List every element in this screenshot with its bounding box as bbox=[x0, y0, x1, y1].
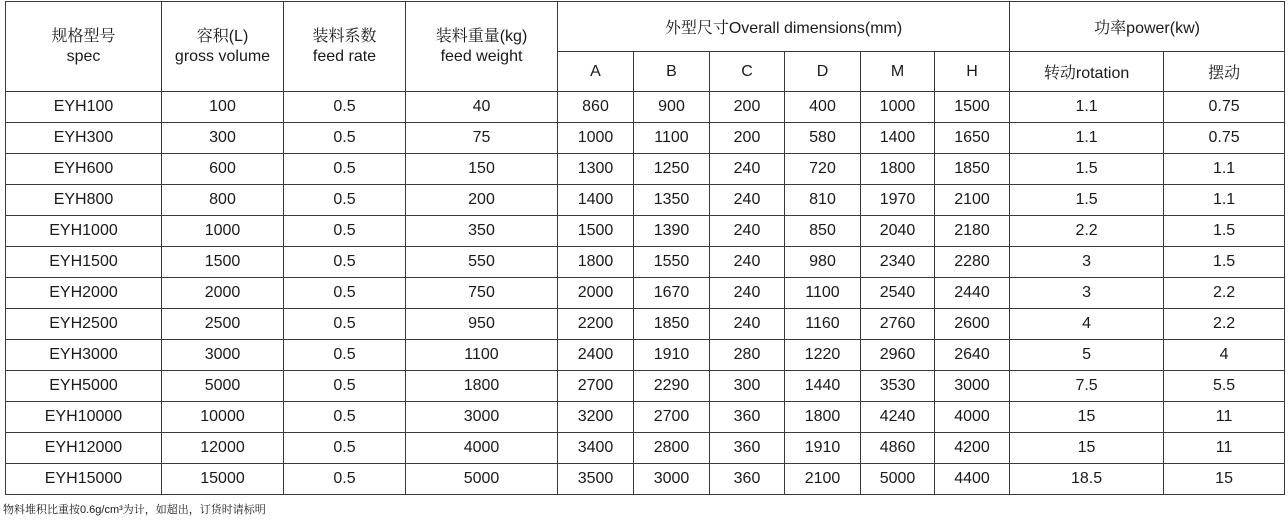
cell-dim-a: 3400 bbox=[558, 433, 634, 464]
cell-dim-b: 1670 bbox=[634, 278, 710, 309]
table-row bbox=[6, 185, 1285, 216]
cell-feed-rate: 0.5 bbox=[284, 185, 406, 216]
cell-power-rotation: 1.5 bbox=[1010, 154, 1164, 185]
cell-volume: 15000 bbox=[162, 464, 284, 495]
spec-table bbox=[5, 1, 1285, 495]
cell-dim-a: 3500 bbox=[558, 464, 634, 495]
cell-dim-m: 4860 bbox=[861, 433, 935, 464]
cell-dim-d: 1910 bbox=[785, 433, 861, 464]
cell-power-swing: 15 bbox=[1164, 464, 1285, 495]
cell-dim-a: 1000 bbox=[558, 123, 634, 154]
cell-dim-d: 2100 bbox=[785, 464, 861, 495]
header-dim-h: H bbox=[935, 52, 1010, 92]
cell-dim-b: 1850 bbox=[634, 309, 710, 340]
cell-power-swing: 1.5 bbox=[1164, 216, 1285, 247]
cell-feed-weight: 950 bbox=[406, 309, 558, 340]
cell-dim-m: 2760 bbox=[861, 309, 935, 340]
cell-dim-h: 1850 bbox=[935, 154, 1010, 185]
table-row bbox=[6, 92, 1285, 123]
cell-dim-d: 980 bbox=[785, 247, 861, 278]
cell-volume: 2500 bbox=[162, 309, 284, 340]
cell-volume: 600 bbox=[162, 154, 284, 185]
cell-dim-c: 280 bbox=[710, 340, 785, 371]
cell-volume: 1000 bbox=[162, 216, 284, 247]
cell-dim-a: 1800 bbox=[558, 247, 634, 278]
cell-power-rotation: 1.5 bbox=[1010, 185, 1164, 216]
cell-volume: 300 bbox=[162, 123, 284, 154]
cell-power-swing: 1.5 bbox=[1164, 247, 1285, 278]
cell-dim-m: 3530 bbox=[861, 371, 935, 402]
cell-feed-weight: 200 bbox=[406, 185, 558, 216]
cell-dim-b: 1390 bbox=[634, 216, 710, 247]
header-feed-rate-cn: 装料系数 bbox=[312, 27, 377, 45]
cell-power-rotation: 15 bbox=[1010, 433, 1164, 464]
cell-feed-weight: 350 bbox=[406, 216, 558, 247]
cell-feed-weight: 4000 bbox=[406, 433, 558, 464]
cell-power-swing: 5.5 bbox=[1164, 371, 1285, 402]
cell-power-swing: 11 bbox=[1164, 402, 1285, 433]
cell-dim-h: 4400 bbox=[935, 464, 1010, 495]
cell-dim-m: 1400 bbox=[861, 123, 935, 154]
cell-dim-d: 580 bbox=[785, 123, 861, 154]
cell-dim-h: 2440 bbox=[935, 278, 1010, 309]
cell-feed-rate: 0.5 bbox=[284, 247, 406, 278]
cell-dim-h: 2640 bbox=[935, 340, 1010, 371]
cell-dim-b: 3000 bbox=[634, 464, 710, 495]
cell-dim-d: 1160 bbox=[785, 309, 861, 340]
cell-feed-weight: 5000 bbox=[406, 464, 558, 495]
header-dim-b: B bbox=[634, 52, 710, 92]
cell-feed-rate: 0.5 bbox=[284, 309, 406, 340]
cell-dim-c: 240 bbox=[710, 154, 785, 185]
cell-power-rotation: 5 bbox=[1010, 340, 1164, 371]
cell-dim-d: 1440 bbox=[785, 371, 861, 402]
cell-feed-weight: 1800 bbox=[406, 371, 558, 402]
cell-dim-c: 240 bbox=[710, 309, 785, 340]
cell-dim-c: 360 bbox=[710, 433, 785, 464]
cell-power-swing: 2.2 bbox=[1164, 278, 1285, 309]
cell-dim-b: 2700 bbox=[634, 402, 710, 433]
cell-feed-weight: 750 bbox=[406, 278, 558, 309]
header-spec-en: spec bbox=[66, 47, 101, 65]
header-feed-weight-en: feed weight bbox=[440, 47, 523, 65]
cell-dim-m: 5000 bbox=[861, 464, 935, 495]
header-power-swing: 摆动 bbox=[1164, 52, 1285, 92]
cell-dim-b: 1350 bbox=[634, 185, 710, 216]
cell-dim-a: 2700 bbox=[558, 371, 634, 402]
cell-feed-rate: 0.5 bbox=[284, 216, 406, 247]
cell-dim-h: 1650 bbox=[935, 123, 1010, 154]
cell-feed-weight: 40 bbox=[406, 92, 558, 123]
header-volume-en: gross volume bbox=[174, 47, 271, 65]
header-volume-cn: 容积(L) bbox=[196, 27, 249, 45]
cell-dim-c: 360 bbox=[710, 402, 785, 433]
cell-dim-d: 720 bbox=[785, 154, 861, 185]
cell-dim-a: 3200 bbox=[558, 402, 634, 433]
cell-power-rotation: 1.1 bbox=[1010, 123, 1164, 154]
cell-dim-a: 1500 bbox=[558, 216, 634, 247]
cell-dim-a: 1400 bbox=[558, 185, 634, 216]
cell-dim-h: 1500 bbox=[935, 92, 1010, 123]
cell-spec: EYH12000 bbox=[6, 433, 162, 464]
header-dim-d: D bbox=[785, 52, 861, 92]
header-volume bbox=[162, 2, 284, 92]
header-power-rotation: 转动rotation bbox=[1010, 52, 1164, 92]
cell-dim-b: 900 bbox=[634, 92, 710, 123]
cell-power-swing: 4 bbox=[1164, 340, 1285, 371]
cell-dim-b: 1910 bbox=[634, 340, 710, 371]
table-row bbox=[6, 371, 1285, 402]
cell-volume: 800 bbox=[162, 185, 284, 216]
cell-volume: 5000 bbox=[162, 371, 284, 402]
cell-feed-rate: 0.5 bbox=[284, 123, 406, 154]
table-row bbox=[6, 464, 1285, 495]
cell-dim-c: 360 bbox=[710, 464, 785, 495]
cell-dim-c: 240 bbox=[710, 247, 785, 278]
cell-spec: EYH15000 bbox=[6, 464, 162, 495]
table-row bbox=[6, 340, 1285, 371]
cell-dim-b: 1550 bbox=[634, 247, 710, 278]
cell-power-swing: 1.1 bbox=[1164, 185, 1285, 216]
cell-dim-d: 1100 bbox=[785, 278, 861, 309]
cell-dim-c: 240 bbox=[710, 185, 785, 216]
cell-dim-b: 2290 bbox=[634, 371, 710, 402]
cell-volume: 12000 bbox=[162, 433, 284, 464]
cell-feed-weight: 550 bbox=[406, 247, 558, 278]
cell-dim-b: 1100 bbox=[634, 123, 710, 154]
table-row bbox=[6, 154, 1285, 185]
header-feed-rate-en: feed rate bbox=[312, 47, 377, 65]
cell-feed-rate: 0.5 bbox=[284, 278, 406, 309]
header-feed-weight-cn: 装料重量(kg) bbox=[435, 27, 528, 45]
cell-dim-m: 1000 bbox=[861, 92, 935, 123]
cell-spec: EYH1500 bbox=[6, 247, 162, 278]
cell-feed-rate: 0.5 bbox=[284, 402, 406, 433]
cell-dim-a: 2200 bbox=[558, 309, 634, 340]
cell-feed-rate: 0.5 bbox=[284, 433, 406, 464]
cell-dim-h: 4000 bbox=[935, 402, 1010, 433]
cell-dim-m: 2040 bbox=[861, 216, 935, 247]
cell-feed-rate: 0.5 bbox=[284, 340, 406, 371]
cell-spec: EYH5000 bbox=[6, 371, 162, 402]
cell-dim-c: 300 bbox=[710, 371, 785, 402]
header-feed-weight bbox=[406, 2, 558, 92]
cell-power-rotation: 15 bbox=[1010, 402, 1164, 433]
cell-spec: EYH300 bbox=[6, 123, 162, 154]
cell-dim-m: 2960 bbox=[861, 340, 935, 371]
header-dim-a: A bbox=[558, 52, 634, 92]
cell-dim-a: 2400 bbox=[558, 340, 634, 371]
table-row bbox=[6, 309, 1285, 340]
cell-dim-d: 1800 bbox=[785, 402, 861, 433]
cell-spec: EYH2500 bbox=[6, 309, 162, 340]
cell-spec: EYH100 bbox=[6, 92, 162, 123]
table-row bbox=[6, 402, 1285, 433]
table-row bbox=[6, 216, 1285, 247]
table-body bbox=[6, 92, 1285, 495]
cell-power-swing: 1.1 bbox=[1164, 154, 1285, 185]
cell-dim-h: 2600 bbox=[935, 309, 1010, 340]
cell-spec: EYH2000 bbox=[6, 278, 162, 309]
cell-volume: 100 bbox=[162, 92, 284, 123]
cell-dim-h: 2180 bbox=[935, 216, 1010, 247]
cell-dim-m: 4240 bbox=[861, 402, 935, 433]
cell-power-rotation: 4 bbox=[1010, 309, 1164, 340]
cell-volume: 3000 bbox=[162, 340, 284, 371]
cell-dim-h: 2100 bbox=[935, 185, 1010, 216]
table-row bbox=[6, 433, 1285, 464]
footnote: 物料堆积比重按0.6g/cm³为计，如超出，订货时请标明 bbox=[3, 504, 266, 516]
cell-dim-a: 860 bbox=[558, 92, 634, 123]
cell-dim-b: 1250 bbox=[634, 154, 710, 185]
cell-feed-rate: 0.5 bbox=[284, 92, 406, 123]
header-dim-c: C bbox=[710, 52, 785, 92]
cell-feed-rate: 0.5 bbox=[284, 464, 406, 495]
cell-dim-m: 2540 bbox=[861, 278, 935, 309]
table-row bbox=[6, 247, 1285, 278]
cell-feed-weight: 75 bbox=[406, 123, 558, 154]
cell-dim-c: 200 bbox=[710, 123, 785, 154]
cell-dim-d: 810 bbox=[785, 185, 861, 216]
cell-dim-d: 400 bbox=[785, 92, 861, 123]
cell-power-rotation: 7.5 bbox=[1010, 371, 1164, 402]
cell-dim-c: 240 bbox=[710, 216, 785, 247]
cell-power-rotation: 2.2 bbox=[1010, 216, 1164, 247]
cell-volume: 1500 bbox=[162, 247, 284, 278]
cell-dim-h: 3000 bbox=[935, 371, 1010, 402]
cell-spec: EYH10000 bbox=[6, 402, 162, 433]
cell-spec: EYH1000 bbox=[6, 216, 162, 247]
cell-dim-c: 240 bbox=[710, 278, 785, 309]
cell-dim-m: 1970 bbox=[861, 185, 935, 216]
cell-dim-m: 2340 bbox=[861, 247, 935, 278]
cell-dim-c: 200 bbox=[710, 92, 785, 123]
cell-power-swing: 0.75 bbox=[1164, 92, 1285, 123]
table-row bbox=[6, 123, 1285, 154]
table-row bbox=[6, 278, 1285, 309]
cell-feed-weight: 3000 bbox=[406, 402, 558, 433]
cell-spec: EYH600 bbox=[6, 154, 162, 185]
cell-spec: EYH800 bbox=[6, 185, 162, 216]
cell-dim-d: 850 bbox=[785, 216, 861, 247]
cell-power-swing: 2.2 bbox=[1164, 309, 1285, 340]
cell-dim-a: 2000 bbox=[558, 278, 634, 309]
cell-dim-d: 1220 bbox=[785, 340, 861, 371]
cell-spec: EYH3000 bbox=[6, 340, 162, 371]
cell-dim-h: 2280 bbox=[935, 247, 1010, 278]
cell-power-rotation: 3 bbox=[1010, 278, 1164, 309]
cell-volume: 10000 bbox=[162, 402, 284, 433]
cell-feed-rate: 0.5 bbox=[284, 371, 406, 402]
cell-volume: 2000 bbox=[162, 278, 284, 309]
header-spec bbox=[6, 2, 162, 92]
header-spec-cn: 规格型号 bbox=[51, 27, 116, 45]
cell-dim-m: 1800 bbox=[861, 154, 935, 185]
header-feed-rate bbox=[284, 2, 406, 92]
cell-dim-b: 2800 bbox=[634, 433, 710, 464]
cell-power-rotation: 1.1 bbox=[1010, 92, 1164, 123]
cell-dim-a: 1300 bbox=[558, 154, 634, 185]
cell-feed-weight: 150 bbox=[406, 154, 558, 185]
cell-power-rotation: 3 bbox=[1010, 247, 1164, 278]
header-dim-m: M bbox=[861, 52, 935, 92]
cell-power-swing: 0.75 bbox=[1164, 123, 1285, 154]
header-row-top bbox=[6, 2, 1285, 52]
cell-feed-rate: 0.5 bbox=[284, 154, 406, 185]
header-dimensions: 外型尺寸Overall dimensions(mm) bbox=[558, 2, 1010, 52]
cell-dim-h: 4200 bbox=[935, 433, 1010, 464]
cell-feed-weight: 1100 bbox=[406, 340, 558, 371]
header-power: 功率power(kw) bbox=[1010, 2, 1285, 52]
cell-power-swing: 11 bbox=[1164, 433, 1285, 464]
cell-power-rotation: 18.5 bbox=[1010, 464, 1164, 495]
